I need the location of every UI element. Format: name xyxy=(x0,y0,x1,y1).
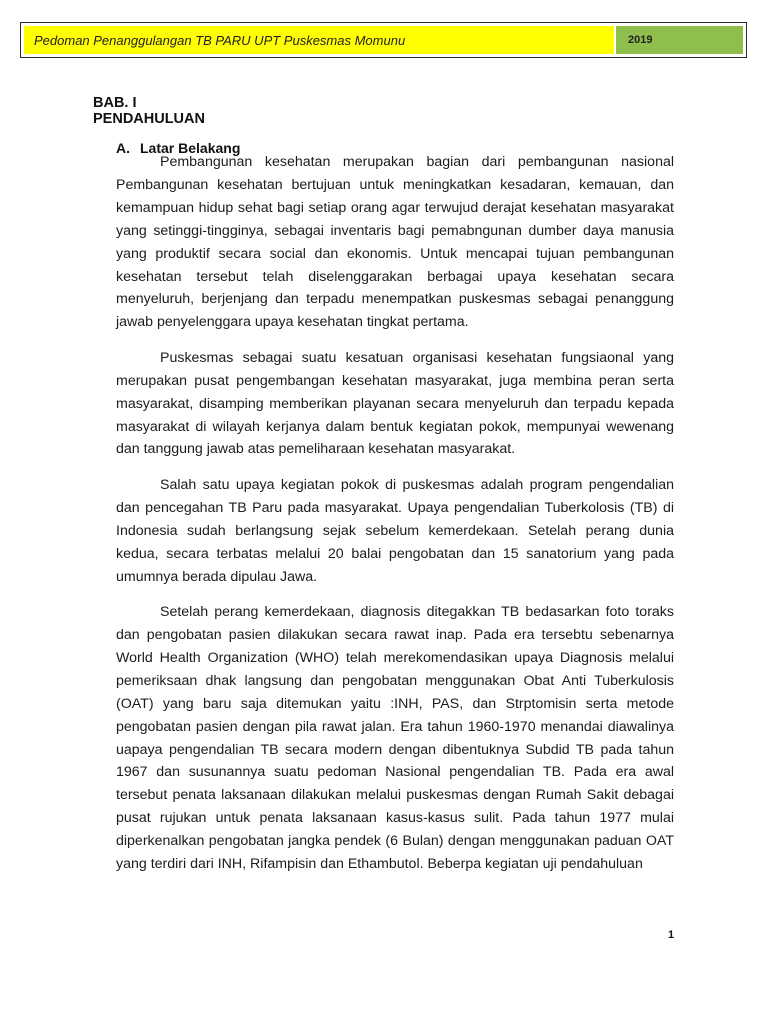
paragraph: Salah satu upaya kegiatan pokok di puskesmas adalah program pengendalian dan pencegahan TB Paru pada masyarakat. Upaya pengendalian Tuberkolosis (TB) di Indonesia sudah berlangsung sejak sebelum kemerdekaan. Setelah perang dunia kedua, secara terbatas melalui 20 balai pengobatan dan 15 sanatorium yang pada umumnya berada dipulau Jawa. xyxy=(116,476,674,585)
paragraph: Puskesmas sebagai suatu kesatuan organisasi kesehatan fungsiaonal yang merupakan pusat pengembangan kesehatan masyarakat, juga membina peran serta masyarakat, disamping memberikan playanan secara menyeluruh dan terpadu kepada masyarakat di wilayah kerjanya dalam bentuk kegiatan pokok, mempunyai wewenang dan tanggung jawab atas pemeliharaan kesehatan masyarakat. xyxy=(116,349,674,458)
section-letter: A. xyxy=(116,140,130,156)
chapter-heading xyxy=(93,95,205,127)
header-title: Pedoman Penanggulangan TB PARU UPT Puskesmas Momunu xyxy=(24,26,614,54)
body-text xyxy=(116,151,674,889)
chapter-title: PENDAHULUAN xyxy=(93,111,205,127)
page-number: 1 xyxy=(668,929,675,941)
section-title: Latar Belakang xyxy=(140,140,241,156)
paragraph: Setelah perang kemerdekaan, diagnosis ditegakkan TB bedasarkan foto toraks dan pengobatan pasien dilakukan secara rawat inap. Pada era tersebtu sebenarnya World Health Organization (WHO) telah merekomendasikan upaya Diagnosis melalui pemeriksaan dhak langsung dan pengobatan menggunakan Obat Anti Tuberkulosis (OAT) yang baru saja ditemukan yaitu :INH, PAS, dan Strptomisin serta metode pengobatan pasien dengan pila rawat jalan. Era tahun 1960-1970 menandai diawalinya uapaya pengendalian TB secara modern dengan dibentuknya Subdid TB pada tahun 1967 dan susunannya suatu pedoman Nasional pengendalian TB. Pada era awal tersebut penata laksanaan dilakukan melalui puskesmas dengan Rumah Sakit debagai pusat rujukan untuk penata laksanaan kasus-kasus sulit. Pada tahun 1977 mulai diperkenalkan pengobatan jangka pendek (6 Bulan) dengan menggunakan paduan OAT yang terdiri dari INH, Rifampisin dan Ethambutol. Beberpa kegiatan uji pendahuluan xyxy=(116,604,674,873)
chapter-number: BAB. I xyxy=(93,95,137,111)
header-year: 2019 xyxy=(616,26,743,54)
paragraph: Pembangunan kesehatan merupakan bagian dari pembangunan nasional Pembangunan kesehatan bertujuan untuk meningkatkan kesadaran, kemauan, dan kemampuan hidup sehat bagi setiap orang agar terwujud derajat kesehatan masyarakat yang setinggi-tingginya, sebagai inventaris bagi pemabngunan dumber daya manusia yang produktif secara social dan ekonomis. Untuk mencapai tujuan pembangunan kesehatan tersebut telah diselenggarakan berbagai upaya kesehatan secara menyeluruh, berjenjang dan terpadu menempatkan puskesmas sebagai penanggung jawab penyelenggara upaya kesehatan tingkat pertama. xyxy=(116,154,674,331)
running-header xyxy=(20,22,747,58)
